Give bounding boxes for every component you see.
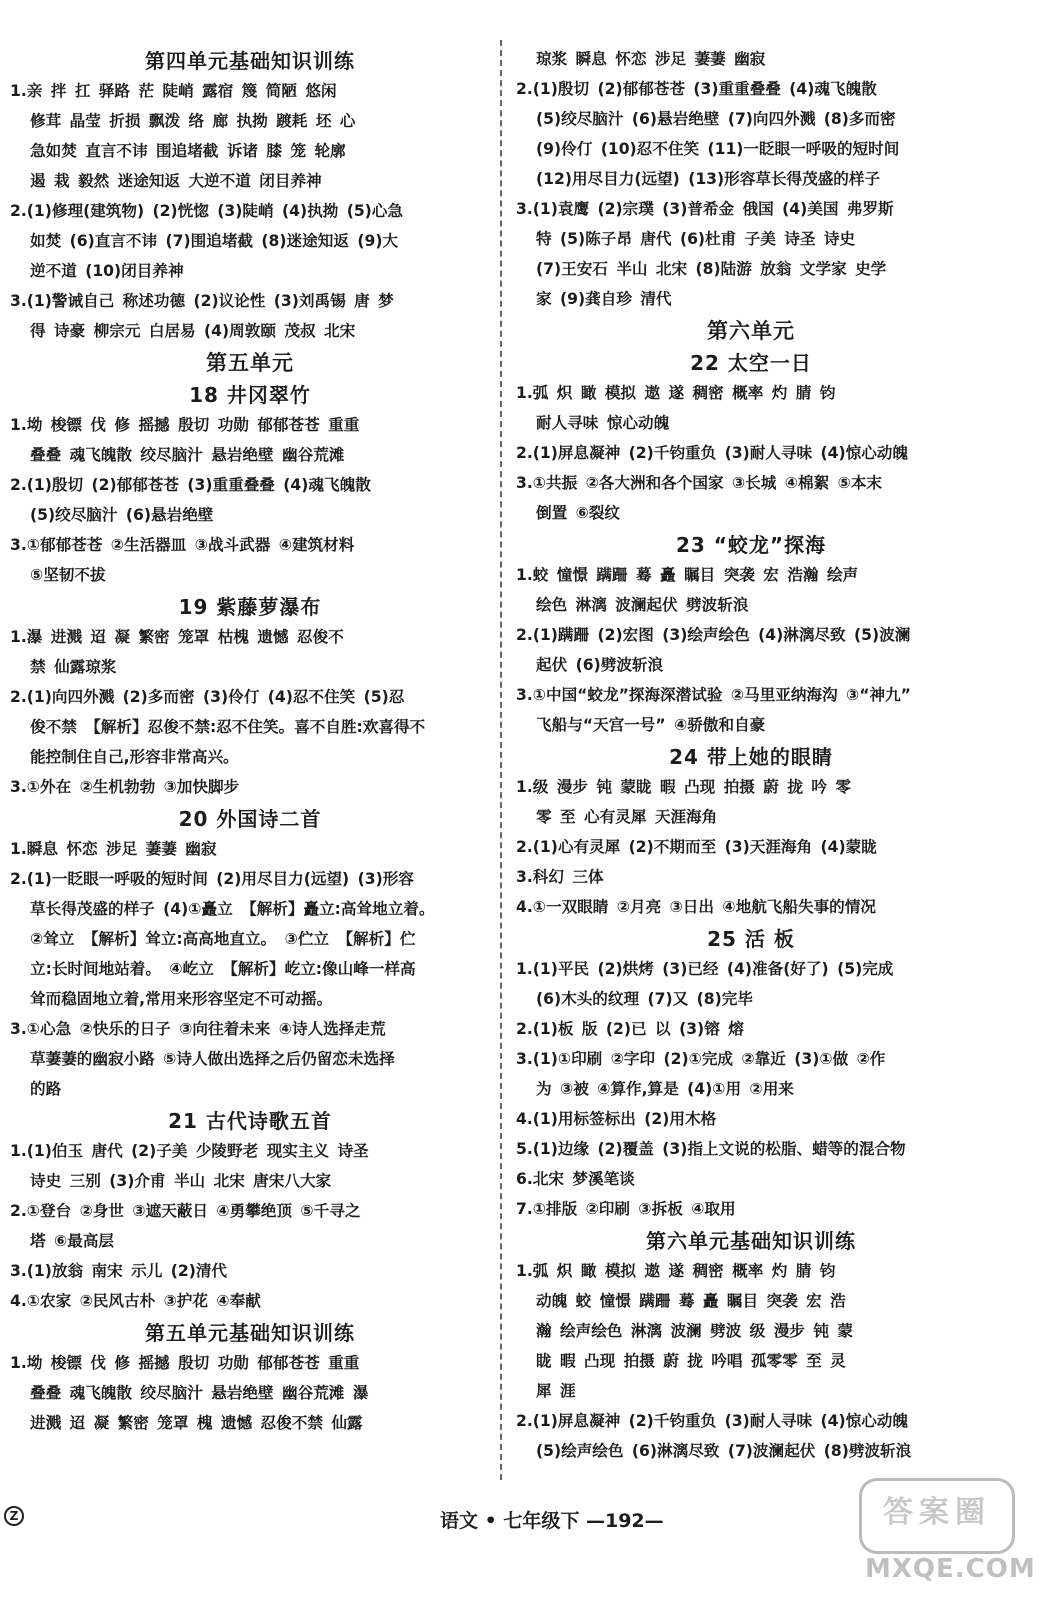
answer-line: 3.(1)放翁 南宋 示儿 (2)清代 [10, 1262, 228, 1280]
answer-line-continued: 倒置 ⑥裂纹 [536, 504, 621, 522]
section-heading: 第五单元 [206, 351, 294, 375]
answer-line: 3.①中国“蛟龙”探海深潜试验 ②马里亚纳海沟 ③“神九” [516, 686, 911, 704]
answer-line-continued: 瀚 绘声绘色 淋漓 波澜 劈波 级 漫步 钝 蒙 [536, 1322, 853, 1340]
answer-line: 2.(1)向四外溅 (2)多而密 (3)伶仃 (4)忍不住笑 (5)忍 [10, 688, 405, 706]
answer-line: 1.弧 炽 瞰 模拟 遨 遂 稠密 概率 灼 腈 钧 [516, 1262, 836, 1280]
answer-line-continued: 能控制住自己,形容非常高兴。 [30, 748, 239, 766]
section-heading: 第六单元 [707, 319, 795, 343]
answer-line: 2.(1)屏息凝神 (2)千钧重负 (3)耐人寻味 (4)惊心动魄 [516, 444, 908, 462]
answer-line-continued: 立:长时间地站着。 ④屹立 【解析】屹立:像山峰一样高 [30, 960, 416, 978]
answer-line: 4.①一双眼睛 ②月亮 ③日出 ④地航飞船失事的情况 [516, 898, 876, 916]
right-column [516, 44, 986, 1466]
answer-line: 1.弧 炽 瞰 模拟 遨 遂 稠密 概率 灼 腈 钧 [516, 384, 836, 402]
answer-line-continued: 的路 [30, 1080, 62, 1098]
section-heading: 第六单元基础知识训练 [646, 1229, 856, 1253]
answer-line-continued: 如焚 (6)直言不讳 (7)围追堵截 (8)迷途知返 (9)大 [30, 232, 399, 250]
answer-line-continued: 耐人寻味 惊心动魄 [536, 414, 670, 432]
left-column [10, 44, 490, 1438]
watermark-url: MXQE.COM [865, 1554, 1036, 1584]
answer-line-continued: 家 (9)龚自珍 清代 [536, 290, 672, 308]
answer-line-continued: (5)绘声绘色 (6)淋漓尽致 (7)波澜起伏 (8)劈波斩浪 [536, 1442, 912, 1460]
answer-line-continued: (12)用尽目力(远望) (13)形容草长得茂盛的样子 [536, 170, 881, 188]
answer-line-continued: ②耸立 【解析】耸立:高高地直立。 ③伫立 【解析】伫 [30, 930, 416, 948]
answer-line: 3.①外在 ②生机勃勃 ③加快脚步 [10, 778, 240, 796]
answer-line: 2.(1)一眨眼一呼吸的短时间 (2)用尽目力(远望) (3)形容 [10, 870, 414, 888]
answer-line: 1.级 漫步 钝 蒙眬 暇 凸现 拍摄 蔚 拢 吟 零 [516, 778, 851, 796]
answer-line-continued: 零 至 心有灵犀 天涯海角 [536, 808, 718, 826]
section-heading: 22 太空一日 [690, 351, 812, 375]
answer-line-continued: 动魄 蛟 憧憬 蹒跚 蓦 矗 瞩目 突袭 宏 浩 [536, 1292, 846, 1310]
answer-line-continued: (5)绞尽脑汁 (6)悬岩绝壁 (7)向四外溅 (8)多而密 [536, 110, 896, 128]
answer-line: 1.瀑 进溅 迢 凝 繁密 笼罩 枯槐 遗憾 忍俊不 [10, 628, 344, 646]
answer-line: 2.①登台 ②身世 ③遮天蔽日 ④勇攀绝顶 ⑤千寻之 [10, 1202, 361, 1220]
answer-line-continued: 俊不禁 【解析】忍俊不禁:忍不住笑。喜不自胜:欢喜得不 [30, 718, 426, 736]
answer-line: 3.①心急 ②快乐的日子 ③向往着未来 ④诗人选择走荒 [10, 1020, 386, 1038]
answer-line-continued: 遏 栽 毅然 迷途知返 大逆不道 闭目养神 [30, 172, 322, 190]
section-heading: 第四单元基础知识训练 [145, 49, 355, 73]
answer-line-continued: (5)绞尽脑汁 (6)悬岩绝壁 [30, 506, 214, 524]
section-heading: 19 紫藤萝瀑布 [178, 595, 322, 619]
answer-line-continued: 起伏 (6)劈波斩浪 [536, 656, 664, 674]
column-divider [500, 40, 502, 1480]
answer-line: 5.(1)边缘 (2)覆盖 (3)指上文说的松脂、蜡等的混合物 [516, 1140, 906, 1158]
answer-line-continued: 琼浆 瞬息 怀恋 涉足 萋萋 幽寂 [536, 50, 766, 68]
answer-line-continued: 叠叠 魂飞魄散 绞尽脑汁 悬岩绝壁 幽谷荒滩 [30, 446, 345, 464]
answer-line-continued: 修茸 晶莹 折损 飘泼 络 廊 执拗 踱耗 坯 心 [30, 112, 356, 130]
answer-line: 2.(1)蹒跚 (2)宏图 (3)绘声绘色 (4)淋漓尽致 (5)波澜 [516, 626, 911, 644]
answer-line-continued: (9)伶仃 (10)忍不住笑 (11)一眨眼一呼吸的短时间 [536, 140, 900, 158]
section-heading: 24 带上她的眼睛 [669, 745, 833, 769]
answer-line: 2.(1)殷切 (2)郁郁苍苍 (3)重重叠叠 (4)魂飞魄散 [10, 476, 371, 494]
answer-line: 1.瞬息 怀恋 涉足 萋萋 幽寂 [10, 840, 217, 858]
answer-line: 1.坳 梭镖 伐 修 摇撼 殷切 功勋 郁郁苍苍 重重 [10, 416, 360, 434]
page-number: 语文 • 七年级下 —192— [440, 1510, 664, 1532]
answer-line: 2.(1)修理(建筑物) (2)恍惚 (3)陡峭 (4)执拗 (5)心急 [10, 202, 403, 220]
answer-line-continued: (6)木头的纹理 (7)又 (8)完毕 [536, 990, 753, 1008]
answer-line: 3.(1)警诫自己 称述功德 (2)议论性 (3)刘禹锡 唐 梦 [10, 292, 394, 310]
answer-line: 4.①农家 ②民风古朴 ③护花 ④奉献 [10, 1292, 261, 1310]
answer-line-continued: 耸而稳固地立着,常用来形容坚定不可动摇。 [30, 990, 333, 1008]
answer-line-continued: 为 ③被 ④算作,算是 (4)①用 ②用来 [536, 1080, 794, 1098]
answer-line: 2.(1)殷切 (2)郁郁苍苍 (3)重重叠叠 (4)魂飞魄散 [516, 80, 877, 98]
answer-line-continued: 犀 涯 [536, 1382, 576, 1400]
answer-line: 1.亲 拌 扛 驿路 茫 陡峭 露宿 篾 简陋 悠闲 [10, 82, 337, 100]
section-heading: 23 “蛟龙”探海 [675, 533, 827, 557]
answer-line-continued: 急如焚 直言不讳 围追堵截 诉诸 膝 笼 轮廓 [30, 142, 346, 160]
section-heading: 21 古代诗歌五首 [168, 1109, 332, 1133]
answer-line: 2.(1)屏息凝神 (2)千钧重负 (3)耐人寻味 (4)惊心动魄 [516, 1412, 908, 1430]
section-heading: 18 井冈翠竹 [189, 383, 311, 407]
answer-line: 2.(1)板 版 (2)已 以 (3)镕 熔 [516, 1020, 744, 1038]
answer-line-continued: 绘色 淋漓 波澜起伏 劈波斩浪 [536, 596, 749, 614]
answer-line: 3.(1)袁鹰 (2)宗璞 (3)普希金 俄国 (4)美国 弗罗斯 [516, 200, 894, 218]
answer-line-continued: 得 诗豪 柳宗元 白居易 (4)周敦颐 茂叔 北宋 [30, 322, 356, 340]
watermark-logo: 答案圈 [859, 1478, 1015, 1554]
answer-line-continued: 草萋萋的幽寂小路 ⑤诗人做出选择之后仍留恋未选择 [30, 1050, 395, 1068]
circle-badge: Z [4, 1506, 24, 1526]
answer-line: 1.蛟 憧憬 蹒跚 蓦 矗 瞩目 突袭 宏 浩瀚 绘声 [516, 566, 859, 584]
answer-line: 3.(1)①印刷 ②字印 (2)①完成 ②靠近 (3)①做 ②作 [516, 1050, 886, 1068]
answer-line-continued: 眬 暇 凸现 拍摄 蔚 拢 吟唱 孤零零 至 灵 [536, 1352, 846, 1370]
answer-line-continued: 叠叠 魂飞魄散 绞尽脑汁 悬岩绝壁 幽谷荒滩 瀑 [30, 1384, 369, 1402]
answer-line-continued: 诗史 三别 (3)介甫 半山 北宋 唐宋八大家 [30, 1172, 332, 1190]
answer-line-continued: 飞船与“天宫一号” ④骄傲和自豪 [536, 716, 766, 734]
answer-line: 3.①郁郁苍苍 ②生活器皿 ③战斗武器 ④建筑材料 [10, 536, 355, 554]
answer-line: 4.(1)用标签标出 (2)用木格 [516, 1110, 717, 1128]
answer-line: 1.(1)平民 (2)烘烤 (3)已经 (4)准备(好了) (5)完成 [516, 960, 894, 978]
answer-line: 3.科幻 三体 [516, 868, 604, 886]
section-heading: 25 活 板 [707, 927, 795, 951]
answer-line-continued: 草长得茂盛的样子 (4)①矗立 【解析】矗立:高耸地立着。 [30, 900, 435, 918]
answer-line-continued: ⑤坚韧不拔 [30, 566, 106, 584]
answer-line-continued: 塔 ⑥最高层 [30, 1232, 115, 1250]
watermark [865, 1478, 1036, 1588]
answer-line: 2.(1)心有灵犀 (2)不期而至 (3)天涯海角 (4)蒙眬 [516, 838, 877, 856]
answer-line-continued: 禁 仙露琼浆 [30, 658, 117, 676]
answer-line-continued: 进溅 迢 凝 繁密 笼罩 槐 遗憾 忍俊不禁 仙露 [30, 1414, 363, 1432]
answer-line-continued: (7)王安石 半山 北宋 (8)陆游 放翁 文学家 史学 [536, 260, 887, 278]
answer-line-continued: 逆不道 (10)闭目养神 [30, 262, 184, 280]
answer-line: 6.北宋 梦溪笔谈 [516, 1170, 635, 1188]
answer-line: 3.①共振 ②各大洲和各个国家 ③长城 ④棉絮 ⑤本末 [516, 474, 883, 492]
section-heading: 第五单元基础知识训练 [145, 1321, 355, 1345]
section-heading: 20 外国诗二首 [178, 807, 322, 831]
answer-line: 7.①排版 ②印刷 ③拆板 ④取用 [516, 1200, 736, 1218]
answer-line: 1.(1)伯玉 唐代 (2)子美 少陵野老 现实主义 诗圣 [10, 1142, 369, 1160]
answer-line-continued: 特 (5)陈子昂 唐代 (6)杜甫 子美 诗圣 诗史 [536, 230, 856, 248]
answer-line: 1.坳 梭镖 伐 修 摇撼 殷切 功勋 郁郁苍苍 重重 [10, 1354, 360, 1372]
